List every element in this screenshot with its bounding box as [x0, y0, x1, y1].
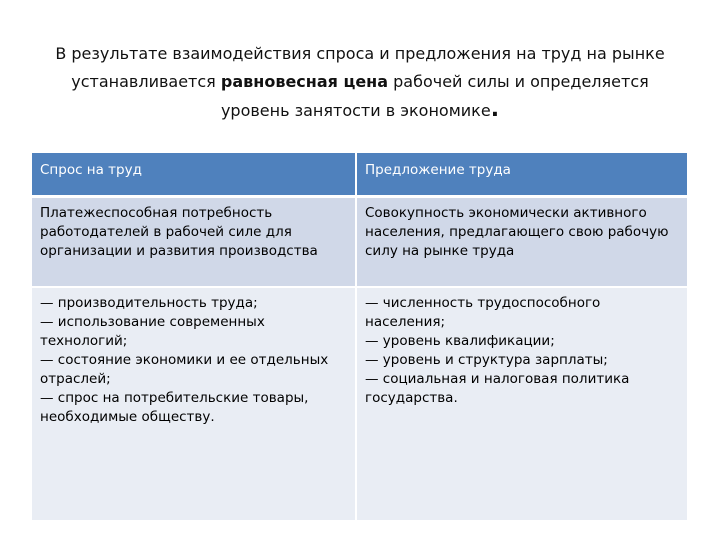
cell-supply-definition: Совокупность экономически активного населения, предлагающего свою рабочую силу на рынке труда — [356, 197, 687, 288]
supply-factor-item: — социальная и налоговая политика государства. — [365, 371, 630, 406]
slide-heading — [40, 40, 680, 125]
demand-factor-item: — состояние экономики и ее отдельных отраслей; — [40, 352, 329, 387]
heading-line-3: уровень занятости в экономике — [220, 101, 491, 120]
demand-factor-item: — спрос на потребительские товары, необходимые обществу. — [40, 390, 309, 425]
header-supply: Предложение труда — [356, 153, 687, 197]
demand-factor-item: — производительность труда; — [40, 295, 258, 311]
cell-demand-factors — [32, 287, 356, 520]
header-demand: Спрос на труд — [32, 153, 356, 197]
table-row-factors — [32, 287, 687, 520]
heading-line-1: В результате взаимодействия спроса и предложения на труд на рынке — [55, 44, 665, 63]
comparison-table — [32, 153, 687, 520]
table-header-row — [32, 153, 687, 197]
supply-factor-item: — численность трудоспособного населения; — [365, 295, 601, 330]
heading-line-2-start: устанавливается — [71, 72, 221, 91]
cell-supply-factors — [356, 287, 687, 520]
table-row-definition — [32, 197, 687, 288]
cell-demand-definition: Платежеспособная потребность работодателей в рабочей силе для организации и развития производства — [32, 197, 356, 288]
heading-bold-term: равновесная цена — [220, 72, 389, 91]
demand-factor-item: — использование современных технологий; — [40, 314, 265, 349]
supply-factor-item: — уровень квалификации; — [365, 333, 555, 349]
heading-line-2-end: рабочей силы и определяется — [388, 72, 649, 91]
supply-factor-item: — уровень и структура зарплаты; — [365, 352, 608, 368]
heading-period: . — [490, 97, 500, 122]
